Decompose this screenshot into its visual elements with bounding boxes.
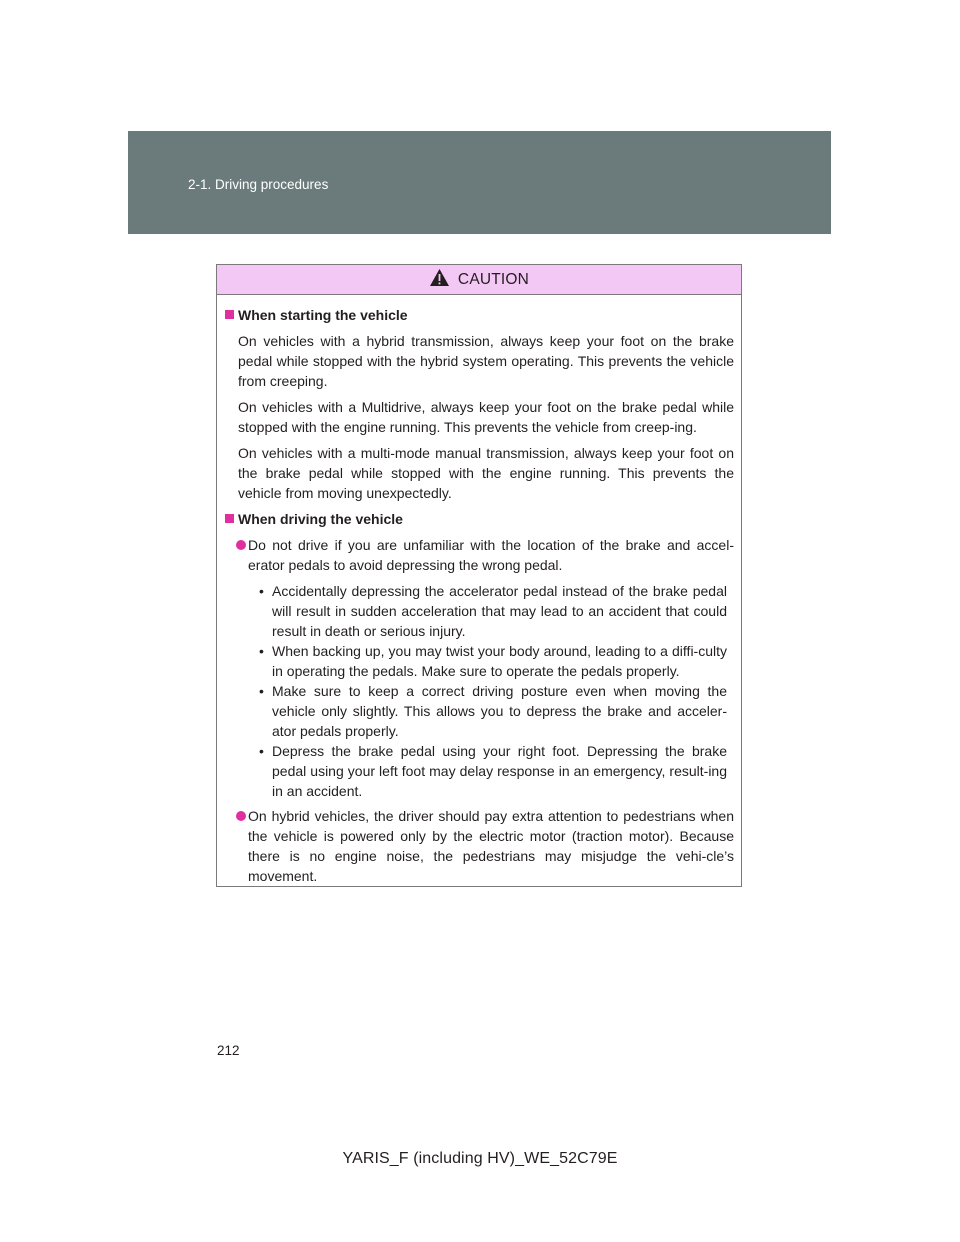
sub-bullet-icon: •: [259, 683, 264, 699]
caution-header: [217, 265, 741, 295]
paragraph: On vehicles with a Multidrive, always keep your foot on the brake pedal while stopped with the engine running. This prevents the vehicle from creep-ing.: [238, 399, 734, 435]
paragraph: On vehicles with a multi-mode manual transmission, always keep your foot on the brake pedal while stopped with the engine running. This prevents the vehicle from moving unexpectedly.: [238, 445, 734, 501]
sub-list: [224, 581, 734, 801]
sub-item: [224, 741, 734, 801]
bullet-text: Do not drive if you are unfamiliar with the location of the brake and accel-erator pedals to avoid depressing the wrong pedal.: [248, 537, 734, 573]
page-number: 212: [217, 1043, 240, 1058]
sub-item-text: Depress the brake pedal using your right foot. Depressing the brake pedal using your left foot may delay response in an emergency, result-ing in an accident.: [272, 743, 727, 799]
section-heading-text: When driving the vehicle: [238, 511, 403, 527]
sub-bullet-icon: •: [259, 743, 264, 759]
section-heading: [224, 509, 734, 529]
square-bullet-icon: [225, 514, 234, 523]
sub-item-text: When backing up, you may twist your body around, leading to a diffi-culty in operating the pedals. Make sure to operate the pedals properly.: [272, 643, 727, 679]
sub-item: [224, 681, 734, 741]
sub-item-text: Make sure to keep a correct driving posture even when moving the vehicle only slightly. This allows you to depress the brake and acceler-ator pedals properly.: [272, 683, 727, 739]
section-heading: [224, 305, 734, 325]
paragraph: On vehicles with a hybrid transmission, always keep your foot on the brake pedal while stopped with the hybrid system operating. This prevents the vehicle from creeping.: [238, 333, 734, 389]
caution-box: [216, 264, 742, 887]
footer-document-code: YARIS_F (including HV)_WE_52C79E: [342, 1150, 618, 1167]
bullet-item: [224, 535, 734, 575]
sub-item: [224, 641, 734, 681]
round-bullet-icon: [236, 811, 246, 821]
caution-content: [224, 305, 734, 892]
sub-item: [224, 581, 734, 641]
round-bullet-icon: [236, 540, 246, 550]
header-band: [128, 131, 831, 234]
sub-bullet-icon: •: [259, 583, 264, 599]
caution-title: CAUTION: [457, 270, 530, 288]
sub-bullet-icon: •: [259, 643, 264, 659]
section-heading-text: When starting the vehicle: [238, 307, 408, 323]
bullet-text: On hybrid vehicles, the driver should pay extra attention to pedestrians when the vehicle is powered only by the electric motor (traction motor). Because there is no engine noise, the pedestrians may misjudge the vehi-cle’s movement.: [248, 808, 734, 884]
warning-triangle-icon: [429, 268, 450, 287]
square-bullet-icon: [225, 310, 234, 319]
sub-item-text: Accidentally depressing the accelerator pedal instead of the brake pedal will result in sudden acceleration that may lead to an accident that could result in death or serious injury.: [272, 583, 727, 639]
bullet-item: [224, 806, 734, 886]
section-title: 2-1. Driving procedures: [188, 177, 329, 192]
